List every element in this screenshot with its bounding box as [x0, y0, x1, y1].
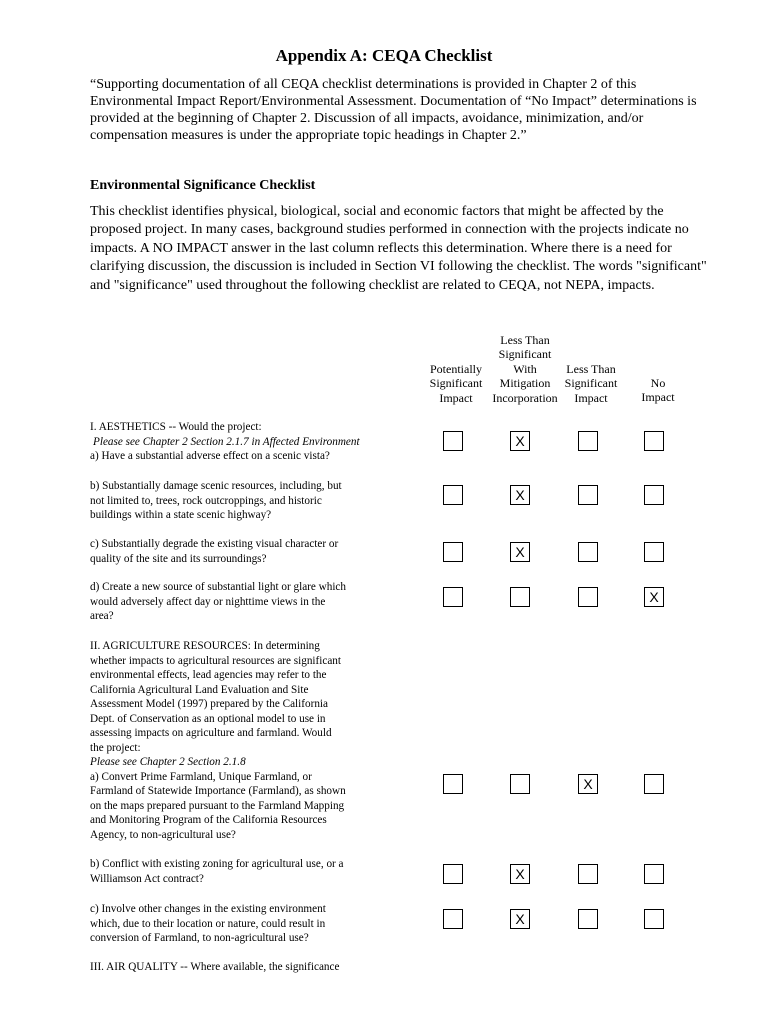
- page-title: Appendix A: CEQA Checklist: [275, 46, 493, 65]
- section-reference: Please see Chapter 2 Section 2.1.7 in Affected Environment: [93, 435, 360, 448]
- column-header-line: Impact: [574, 390, 608, 405]
- column-header-line: Mitigation: [499, 376, 551, 391]
- column-header-potentially-significant: [424, 362, 488, 405]
- column-header-line: With: [513, 361, 537, 376]
- column-header-line: Significant: [498, 347, 552, 362]
- question-agriculture-b: [90, 857, 395, 886]
- question-text: a) Have a substantial adverse effect on a scenic vista?: [90, 450, 330, 462]
- checkbox-potentially-significant[interactable]: [443, 485, 463, 505]
- question-text: Williamson Act contract?: [90, 872, 204, 885]
- checkbox-less-than-significant[interactable]: [578, 587, 598, 607]
- checkbox-less-than-significant[interactable]: [578, 431, 598, 451]
- checkbox-no-impact[interactable]: X: [644, 587, 664, 607]
- question-text: b) Substantially damage scenic resources, including, but: [90, 480, 342, 492]
- question-text: c) Involve other changes in the existing environment: [90, 903, 326, 915]
- checkbox-no-impact[interactable]: [644, 864, 664, 884]
- question-text: quality of the site and its surroundings?: [90, 552, 267, 565]
- question-text: b) Conflict with existing zoning for agricultural use, or a: [90, 858, 344, 870]
- checkbox-less-than-significant-with-mitigation[interactable]: X: [510, 485, 530, 505]
- section-heading-agriculture: II. AGRICULTURE RESOURCES: In determining: [90, 640, 320, 652]
- checkbox-no-impact[interactable]: [644, 542, 664, 562]
- question-text: Agency, to non-agricultural use?: [90, 828, 236, 841]
- question-text: conversion of Farmland, to non-agricultural use?: [90, 932, 309, 944]
- checkbox-less-than-significant[interactable]: [578, 542, 598, 562]
- question-aesthetics-d: [90, 580, 395, 624]
- column-header-line: Impact: [641, 390, 675, 405]
- checkbox-less-than-significant-with-mitigation[interactable]: X: [510, 909, 530, 929]
- checkbox-potentially-significant[interactable]: [443, 774, 463, 794]
- column-header-line: Less Than: [566, 362, 616, 376]
- checkbox-less-than-significant-with-mitigation[interactable]: [510, 774, 530, 794]
- agriculture-section: [90, 639, 395, 842]
- checkbox-less-than-significant-with-mitigation[interactable]: X: [510, 431, 530, 451]
- checkbox-no-impact[interactable]: [644, 485, 664, 505]
- intro-quote: “Supporting documentation of all CEQA checklist determinations is provided in Chapter 2 of this Environmental Impact Report/Environmental Assessment. Documentation of “No Impact” determinations is provided at the beginning of Chapter 2. Discussion of all impacts, avoidance, minimization, and/or compensation measures is under the appropriate topic headings in Chapter 2.”: [90, 77, 697, 143]
- question-text: would adversely affect day or nighttime views in the: [90, 595, 326, 608]
- section-heading-agriculture: environmental effects, lead agencies may refer to the: [90, 669, 327, 681]
- column-header-less-than-significant: [557, 362, 625, 405]
- section-heading-agriculture: assessing impacts on agriculture and farmland. Would: [90, 727, 332, 739]
- question-agriculture-c: [90, 902, 395, 946]
- column-header-no-impact: [630, 376, 686, 405]
- checkbox-potentially-significant[interactable]: [443, 909, 463, 929]
- checkbox-potentially-significant[interactable]: [443, 587, 463, 607]
- column-header-line: Less Than: [500, 333, 550, 347]
- section-heading: Environmental Significance Checklist: [90, 178, 316, 193]
- column-header-line: Incorporation: [492, 390, 558, 405]
- checkbox-less-than-significant[interactable]: [578, 485, 598, 505]
- column-header-line: Impact: [439, 390, 473, 405]
- checkbox-no-impact[interactable]: [644, 774, 664, 794]
- question-text: a) Convert Prime Farmland, Unique Farmland, or: [90, 770, 312, 783]
- checkbox-less-than-significant[interactable]: X: [578, 774, 598, 794]
- section-heading-agriculture: Assessment Model (1997) prepared by the California: [90, 698, 328, 710]
- column-header-less-than-significant-with-mitigation: [485, 333, 565, 405]
- checkbox-no-impact[interactable]: [644, 909, 664, 929]
- question-text: not limited to, trees, rock outcroppings, and historic: [90, 494, 322, 507]
- checkbox-potentially-significant[interactable]: [443, 542, 463, 562]
- section-heading-aesthetics: I. AESTHETICS -- Would the project:: [90, 421, 262, 433]
- column-header-line: Significant: [564, 376, 618, 391]
- column-header-line: Potentially: [430, 362, 482, 376]
- checkbox-less-than-significant[interactable]: [578, 864, 598, 884]
- checkbox-less-than-significant[interactable]: [578, 909, 598, 929]
- question-text: Farmland of Statewide Importance (Farmland), as shown: [90, 785, 346, 797]
- checkbox-potentially-significant[interactable]: [443, 864, 463, 884]
- question-text: buildings within a state scenic highway?: [90, 509, 272, 521]
- question-text: d) Create a new source of substantial light or glare which: [90, 581, 346, 593]
- checklist-description: This checklist identifies physical, biological, social and economic factors that might be affected by the proposed project. In many cases, background studies performed in connection with the projects indicate no impacts. A NO IMPACT answer in the last column reflects this determination. Where there is a need for clarifying discussion, the discussion is included in Section VI following the checklist. The words "significant" and "significance" used throughout the following checklist are related to CEQA, not NEPA, impacts.: [90, 204, 707, 293]
- question-text: which, due to their location or nature, could result in: [90, 917, 326, 930]
- checkbox-less-than-significant-with-mitigation[interactable]: [510, 587, 530, 607]
- question-aesthetics-b: [90, 479, 395, 523]
- aesthetics-section: [90, 420, 395, 464]
- question-aesthetics-c: [90, 537, 395, 566]
- question-text: and Monitoring Program of the California Resources: [90, 814, 327, 826]
- question-text: on the maps prepared pursuant to the Farmland Mapping: [90, 799, 345, 812]
- section-heading-agriculture: Dept. of Conservation as an optional model to use in: [90, 712, 326, 725]
- column-header-line: No: [650, 376, 666, 390]
- section-heading-agriculture: the project:: [90, 741, 141, 754]
- question-text: c) Substantially degrade the existing visual character or: [90, 538, 339, 550]
- checkbox-potentially-significant[interactable]: [443, 431, 463, 451]
- section-reference: Please see Chapter 2 Section 2.1.8: [90, 756, 246, 768]
- checkbox-less-than-significant-with-mitigation[interactable]: X: [510, 542, 530, 562]
- section-heading-agriculture: California Agricultural Land Evaluation and Site: [90, 683, 309, 696]
- section-heading-air-quality: III. AIR QUALITY -- Where available, the significance: [90, 961, 340, 973]
- checkbox-less-than-significant-with-mitigation[interactable]: X: [510, 864, 530, 884]
- section-heading-agriculture: whether impacts to agricultural resources are significant: [90, 654, 341, 667]
- question-text: area?: [90, 610, 114, 622]
- column-header-line: Significant: [429, 376, 483, 391]
- checkbox-no-impact[interactable]: [644, 431, 664, 451]
